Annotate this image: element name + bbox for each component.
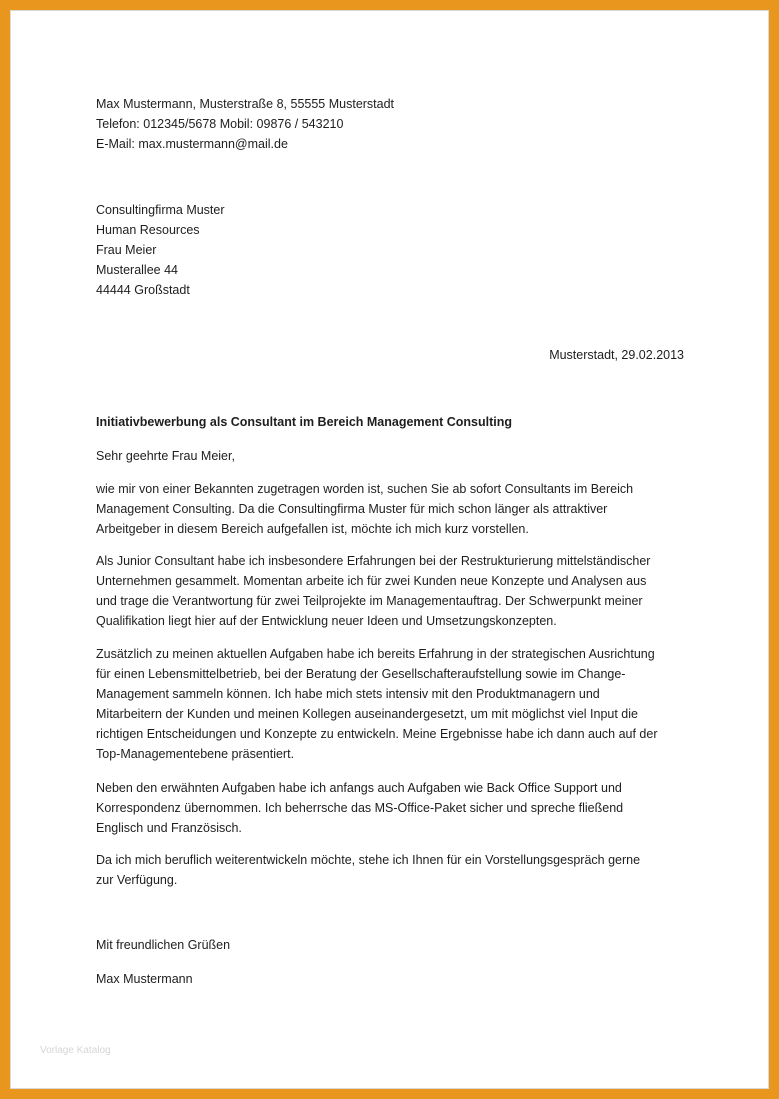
paragraph-line: zur Verfügung. xyxy=(96,873,178,887)
body-paragraph-1 xyxy=(96,479,696,539)
paragraph-line: Da ich mich beruflich weiterentwickeln möchte, stehe ich Ihnen für ein Vorstellungsgespräch gerne xyxy=(96,853,641,867)
paragraph-line: Korrespondenz übernommen. Ich beherrsche das MS-Office-Paket sicher und spreche fließend xyxy=(96,801,624,815)
watermark: Vorlage Katalog xyxy=(40,1045,111,1056)
paragraph-line: für einen Lebensmittelbetrieb, bei der Beratung der Gesellschafteraufstellung sowie im Change- xyxy=(96,667,626,681)
paragraph-line: Arbeitgeber in diesem Bereich aufgefallen ist, möchte ich mich kurz vorstellen. xyxy=(96,522,529,536)
body-paragraph-3 xyxy=(96,644,696,764)
paragraph-line: Mitarbeitern der Kunden und meinen Kollegen auseinandergesetzt, um mit möglichst viel Input die xyxy=(96,707,638,721)
paragraph-line: und trage die Verantwortung für zwei Teilprojekte im Managementauftrag. Der Schwerpunkt meiner xyxy=(96,594,643,608)
paragraph-line: Englisch und Französisch. xyxy=(96,821,242,835)
paragraph-line: Neben den erwähnten Aufgaben habe ich anfangs auch Aufgaben wie Back Office Support und xyxy=(96,781,622,795)
recipient-block xyxy=(96,200,225,300)
letter-page xyxy=(10,10,769,1089)
paragraph-line: Management Consulting. Da die Consultingfirma Muster für mich schon länger als attraktiver xyxy=(96,502,608,516)
sender-phone: Telefon: 012345/5678 Mobil: 09876 / 543210 xyxy=(96,117,344,131)
paragraph-line: Zusätzlich zu meinen aktuellen Aufgaben habe ich bereits Erfahrung in der strategischen Ausrichtung xyxy=(96,647,655,661)
date-line: Musterstadt, 29.02.2013 xyxy=(549,348,684,362)
paragraph-line: Qualifikation liegt hier auf der Entwicklung neuer Ideen und Umsetzungskonzepten. xyxy=(96,614,557,628)
recipient-person: Frau Meier xyxy=(96,243,157,257)
closing: Mit freundlichen Grüßen xyxy=(96,938,231,952)
body-paragraph-2 xyxy=(96,551,696,631)
recipient-company: Consultingfirma Muster xyxy=(96,203,225,217)
paragraph-line: richtigen Entscheidungen und Konzepte zu entwickeln. Meine Ergebnisse habe ich dann auch auf der xyxy=(96,727,658,741)
paragraph-line: Als Junior Consultant habe ich insbesondere Erfahrungen bei der Restrukturierung mittelständischer xyxy=(96,554,651,568)
sender-email: E-Mail: max.mustermann@mail.de xyxy=(96,137,288,151)
recipient-city: 44444 Großstadt xyxy=(96,283,190,297)
body-paragraph-4 xyxy=(96,778,696,838)
subject-line: Initiativbewerbung als Consultant im Bereich Management Consulting xyxy=(96,415,513,429)
body-paragraph-5 xyxy=(96,850,696,890)
recipient-department: Human Resources xyxy=(96,223,200,237)
salutation: Sehr geehrte Frau Meier, xyxy=(96,449,235,463)
paragraph-line: wie mir von einer Bekannten zugetragen worden ist, suchen Sie ab sofort Consultants im Bereich xyxy=(96,482,634,496)
paragraph-line: Top-Managementebene präsentiert. xyxy=(96,747,295,761)
sender-address: Max Mustermann, Musterstraße 8, 55555 Musterstadt xyxy=(96,97,395,111)
signature-name: Max Mustermann xyxy=(96,972,193,986)
paragraph-line: Management sammeln können. Ich habe mich stets intensiv mit den Produktmanagern und xyxy=(96,687,600,701)
paragraph-line: Unternehmen gesammelt. Momentan arbeite ich für zwei Kunden neue Konzepte und Analysen aus xyxy=(96,574,647,588)
sender-block xyxy=(96,94,394,154)
recipient-street: Musterallee 44 xyxy=(96,263,178,277)
